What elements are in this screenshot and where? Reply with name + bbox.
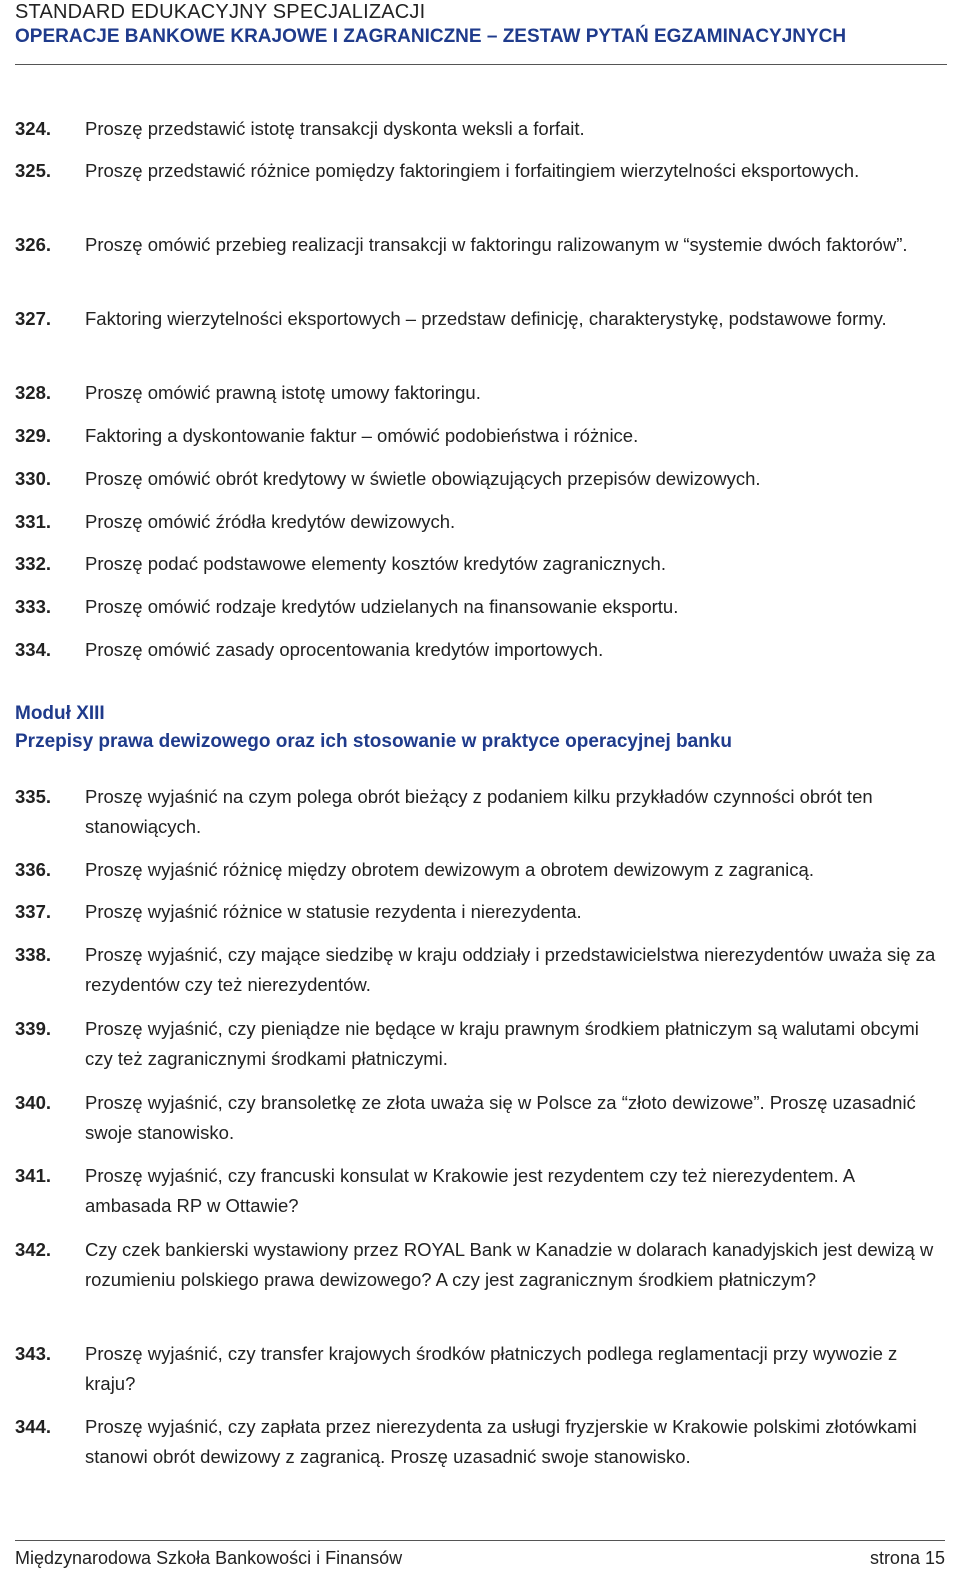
- list-item: [15, 1412, 945, 1472]
- question-list-a-334: [15, 635, 945, 665]
- question-text: Proszę omówić rodzaje kredytów udzielanych na finansowanie eksportu.: [85, 596, 679, 617]
- question-list-a-326: [15, 230, 945, 260]
- question-number: 342.: [15, 1239, 52, 1260]
- question-text: Proszę omówić przebieg realizacji transakcji w faktoringu ralizowanym w “systemie dwóch faktorów”.: [85, 234, 908, 255]
- question-number: 333.: [15, 596, 52, 617]
- module-subtitle: Przepisy prawa dewizowego oraz ich stosowanie w praktyce operacyjnej banku: [15, 731, 732, 752]
- page-header: [15, 0, 945, 50]
- question-number: 337.: [15, 901, 52, 922]
- question-text: Proszę wyjaśnić, czy transfer krajowych środków płatniczych podlega reglamentacji przy wywozie z kraju?: [85, 1343, 898, 1394]
- question-number: 332.: [15, 553, 52, 574]
- question-list-a-333: [15, 592, 945, 622]
- module-heading: [15, 700, 945, 756]
- header-title: STANDARD EDUKACYJNY SPECJALIZACJI: [15, 1, 426, 23]
- question-list-a-328: [15, 378, 945, 408]
- question-text: Proszę omówić zasady oprocentowania kredytów importowych.: [85, 639, 604, 660]
- list-item: [15, 421, 945, 451]
- question-list-b-337: [15, 897, 945, 927]
- question-number: 340.: [15, 1092, 52, 1113]
- list-item: [15, 635, 945, 665]
- question-text: Proszę wyjaśnić różnice w statusie rezydenta i nierezydenta.: [85, 901, 582, 922]
- question-number: 328.: [15, 382, 52, 403]
- question-text: Proszę omówić źródła kredytów dewizowych.: [85, 511, 456, 532]
- list-item: [15, 1014, 945, 1074]
- question-list-b-335: [15, 782, 945, 842]
- question-list-a: [15, 114, 945, 144]
- list-item: [15, 230, 945, 260]
- footer-divider: [15, 1540, 945, 1541]
- list-item: [15, 378, 945, 408]
- module-title: Moduł XIII: [15, 703, 105, 724]
- question-number: 334.: [15, 639, 52, 660]
- question-number: 335.: [15, 786, 52, 807]
- question-number: 331.: [15, 511, 52, 532]
- question-list-b-340: [15, 1088, 945, 1148]
- question-number: 326.: [15, 234, 52, 255]
- question-text: Proszę wyjaśnić, czy mające siedzibę w kraju oddziały i przedstawicielstwa nierezydentów uważa się za rezydentów czy też nierezydentów.: [85, 944, 936, 995]
- question-text: Czy czek bankierski wystawiony przez ROYAL Bank w Kanadzie w dolarach kanadyjskich jest dewizą w rozumieniu polskiego prawa dewizowego? A czy jest zagranicznym środkiem płatniczym?: [85, 1239, 934, 1290]
- question-text: Proszę wyjaśnić, czy francuski konsulat w Krakowie jest rezydentem czy też nierezydentem. A ambasada RP w Ottawie?: [85, 1165, 855, 1216]
- question-list-a-329: [15, 421, 945, 451]
- question-number: 336.: [15, 859, 52, 880]
- list-item: [15, 1339, 945, 1399]
- question-list-a-331: [15, 507, 945, 537]
- page-footer: [15, 1546, 945, 1570]
- question-text: Proszę wyjaśnić na czym polega obrót bieżący z podaniem kilku przykładów czynności obrót ten stanowiących.: [85, 786, 873, 837]
- question-text: Proszę wyjaśnić różnicę między obrotem dewizowym a obrotem dewizowym z zagranicą.: [85, 859, 814, 880]
- question-text: Proszę przedstawić istotę transakcji dyskonta weksli a forfait.: [85, 118, 585, 139]
- question-list-b-336: [15, 855, 945, 885]
- list-item: [15, 156, 945, 186]
- question-text: Faktoring a dyskontowanie faktur – omówić podobieństwa i różnice.: [85, 425, 639, 446]
- question-number: 324.: [15, 118, 52, 139]
- question-list-b-344: [15, 1412, 945, 1472]
- question-number: 338.: [15, 944, 52, 965]
- question-text: Proszę podać podstawowe elementy kosztów kredytów zagranicznych.: [85, 553, 666, 574]
- header-subtitle: OPERACJE BANKOWE KRAJOWE I ZAGRANICZNE – ZESTAW PYTAŃ EGZAMINACYJNYCH: [15, 26, 847, 47]
- question-text: Proszę przedstawić różnice pomiędzy faktoringiem i forfaitingiem wierzytelności eksportowych.: [85, 160, 860, 181]
- list-item: [15, 304, 945, 334]
- question-list-b-338: [15, 940, 945, 1000]
- list-item: [15, 592, 945, 622]
- page-number: strona 15: [869, 1548, 945, 1568]
- question-number: 344.: [15, 1416, 52, 1437]
- list-item: [15, 464, 945, 494]
- list-item: [15, 114, 945, 144]
- footer-institution: Międzynarodowa Szkoła Bankowości i Finansów: [15, 1548, 403, 1568]
- question-text: Proszę wyjaśnić, czy pieniądze nie będące w kraju prawnym środkiem płatniczym są walutami obcymi czy też zagranicznymi środkami płatniczymi.: [85, 1018, 919, 1069]
- question-list-a-330: [15, 464, 945, 494]
- question-number: 325.: [15, 160, 52, 181]
- question-text: Proszę omówić obrót kredytowy w świetle obowiązujących przepisów dewizowych.: [85, 468, 761, 489]
- list-item: [15, 549, 945, 579]
- question-list-b-341: [15, 1161, 945, 1221]
- question-number: 327.: [15, 308, 52, 329]
- question-text: Proszę wyjaśnić, czy bransoletkę ze złota uważa się w Polsce za “złoto dewizowe”. Proszę uzasadnić swoje stanowisko.: [85, 1092, 916, 1143]
- list-item: [15, 897, 945, 927]
- list-item: [15, 1161, 945, 1221]
- question-number: 343.: [15, 1343, 52, 1364]
- list-item: [15, 940, 945, 1000]
- question-list-b-339: [15, 1014, 945, 1074]
- question-number: 339.: [15, 1018, 52, 1039]
- question-list-a-332: [15, 549, 945, 579]
- question-list-a-325: [15, 156, 945, 186]
- list-item: [15, 782, 945, 842]
- question-number: 329.: [15, 425, 52, 446]
- list-item: [15, 855, 945, 885]
- question-text: Proszę omówić prawną istotę umowy faktoringu.: [85, 382, 481, 403]
- question-text: Proszę wyjaśnić, czy zapłata przez nierezydenta za usługi fryzjerskie w Krakowie polskimi złotówkami stanowi obrót dewizowy z zagranicą. Proszę uzasadnić swoje stanowisko.: [85, 1416, 917, 1467]
- question-text: Faktoring wierzytelności eksportowych – przedstaw definicję, charakterystykę, podstawowe formy.: [85, 308, 887, 329]
- question-list-a-327: [15, 304, 945, 334]
- question-list-b-342: [15, 1235, 945, 1295]
- question-number: 330.: [15, 468, 52, 489]
- list-item: [15, 507, 945, 537]
- list-item: [15, 1088, 945, 1148]
- question-list-b-343: [15, 1339, 945, 1399]
- question-number: 341.: [15, 1165, 52, 1186]
- header-divider: [15, 64, 947, 65]
- list-item: [15, 1235, 945, 1295]
